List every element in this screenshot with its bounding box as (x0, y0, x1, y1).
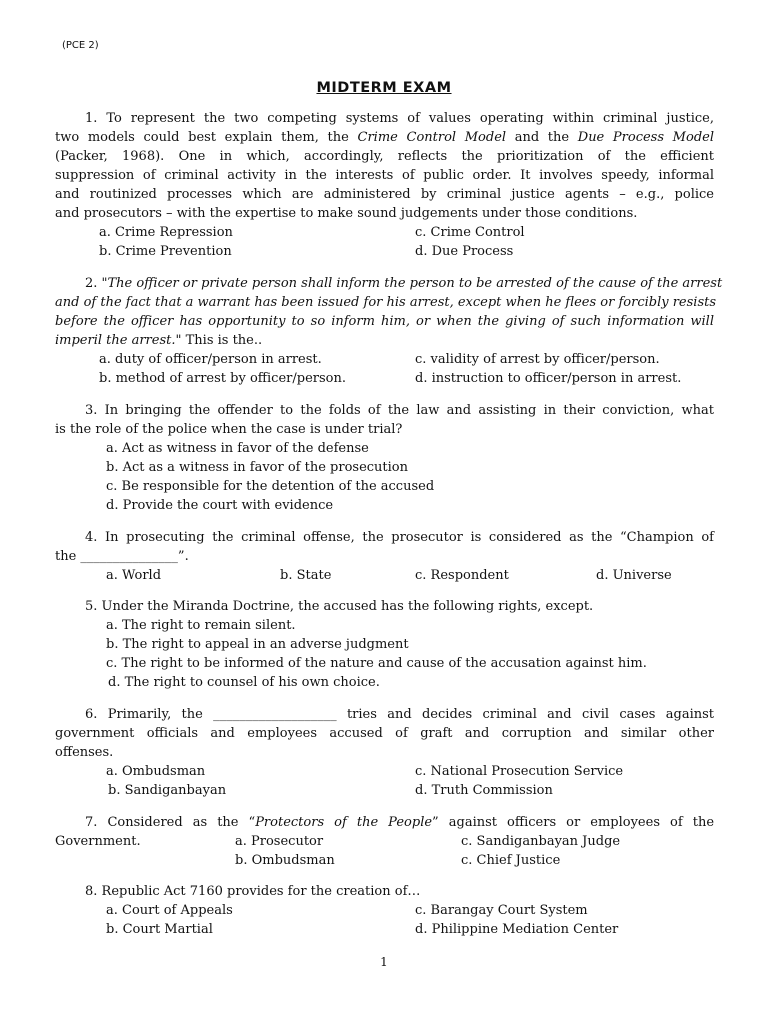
answer-option[interactable]: c. Be responsible for the detention of the accused (106, 479, 435, 494)
question-text-line: two models could best explain them, the Crime Control Model and the Due Process Model (55, 130, 714, 145)
question-text-line: offenses. (55, 745, 114, 760)
question-text-line: (Packer, 1968). One in which, accordingly, reflects the prioritization of the efficient (55, 149, 714, 164)
answer-option[interactable]: c. National Prosecution Service (415, 764, 624, 779)
answer-option[interactable]: d. instruction to officer/person in arrest. (415, 371, 682, 386)
answer-option[interactable]: b. Ombudsman (235, 853, 335, 868)
question-3 (55, 401, 714, 515)
answer-option[interactable]: a. Crime Repression (99, 225, 233, 240)
question-text-line: 7. Considered as the “Protectors of the People” against officers or employees of the (85, 815, 715, 830)
question-text-line: 8. Republic Act 7160 provides for the creation of… (85, 884, 421, 899)
answer-option[interactable]: c. Chief Justice (461, 853, 561, 868)
question-text-line: 5. Under the Miranda Doctrine, the accused has the following rights, except. (85, 599, 594, 614)
page-title: MIDTERM EXAM (316, 80, 452, 96)
question-text-line: Government. (55, 834, 141, 849)
question-4 (55, 528, 714, 585)
question-text-line: and routinized processes which are administered by criminal justice agents – e.g., police (55, 187, 714, 202)
question-text-line: 3. In bringing the offender to the folds of the law and assisting in their conviction, what (85, 403, 714, 418)
question-text-line: 2. "The officer or private person shall inform the person to be arrested of the cause of the arrest (85, 276, 723, 291)
question-text-line: imperil the arrest." This is the.. (55, 333, 263, 348)
answer-option[interactable]: a. Court of Appeals (106, 903, 233, 918)
answer-option[interactable]: a. duty of officer/person in arrest. (99, 352, 322, 367)
answer-option[interactable]: d. Universe (596, 568, 672, 583)
answer-option[interactable]: b. Court Martial (106, 922, 213, 937)
question-6 (55, 705, 714, 800)
question-1 (55, 109, 714, 261)
answer-option[interactable]: b. Act as a witness in favor of the prosecution (106, 460, 408, 475)
question-text-line: 4. In prosecuting the criminal offense, the prosecutor is considered as the “Champion of (85, 530, 714, 545)
answer-option[interactable]: c. Barangay Court System (415, 903, 588, 918)
question-text-line: 1. To represent the two competing systems of values operating within criminal justice, (85, 111, 714, 126)
question-text-line: suppression of criminal activity in the interests of public order. It involves speedy, informal (55, 168, 714, 183)
answer-option[interactable]: d. Truth Commission (415, 783, 553, 798)
answer-option[interactable]: d. The right to counsel of his own choice. (108, 675, 380, 690)
answer-option[interactable]: a. World (106, 568, 162, 583)
question-text-line: before the officer has opportunity to so inform him, or when the giving of such information will (55, 314, 714, 329)
question-8 (55, 882, 714, 939)
answer-option[interactable]: c. Sandiganbayan Judge (461, 834, 621, 849)
question-text-line: 6. Primarily, the ___________________ tries and decides criminal and civil cases against (85, 707, 714, 722)
answer-option[interactable]: d. Due Process (415, 244, 514, 259)
question-7 (55, 813, 714, 870)
answer-option[interactable]: a. Ombudsman (106, 764, 206, 779)
question-text-line: government officials and employees accused of graft and corruption and similar other (55, 726, 714, 741)
answer-option[interactable]: c. The right to be informed of the nature and cause of the accusation against him. (106, 656, 647, 671)
answer-option[interactable]: a. Prosecutor (235, 834, 324, 849)
page-number: 1 (380, 955, 388, 969)
answer-option[interactable]: d. Provide the court with evidence (106, 498, 334, 513)
question-2 (55, 274, 723, 388)
question-text-line: the _______________”. (55, 549, 189, 564)
answer-option[interactable]: c. Crime Control (415, 225, 525, 240)
answer-option[interactable]: b. method of arrest by officer/person. (99, 371, 346, 386)
answer-option[interactable]: b. Sandiganbayan (108, 783, 227, 798)
answer-option[interactable]: b. Crime Prevention (99, 244, 232, 259)
answer-option[interactable]: c. Respondent (415, 568, 509, 583)
answer-option[interactable]: b. State (280, 568, 332, 583)
question-text-line: is the role of the police when the case is under trial? (55, 422, 403, 437)
answer-option[interactable]: d. Philippine Mediation Center (415, 922, 619, 937)
question-5 (55, 597, 714, 692)
answer-option[interactable]: a. Act as witness in favor of the defense (106, 441, 369, 456)
question-text-line: and of the fact that a warrant has been issued for his arrest, except when he flees or forcibly resists (55, 295, 717, 310)
course-code: (PCE 2) (62, 40, 99, 51)
question-text-line: and prosecutors – with the expertise to make sound judgements under those conditions. (55, 206, 638, 221)
answer-option[interactable]: b. The right to appeal in an adverse judgment (106, 637, 409, 652)
answer-option[interactable]: a. The right to remain silent. (106, 618, 296, 633)
answer-option[interactable]: c. validity of arrest by officer/person. (415, 352, 660, 367)
